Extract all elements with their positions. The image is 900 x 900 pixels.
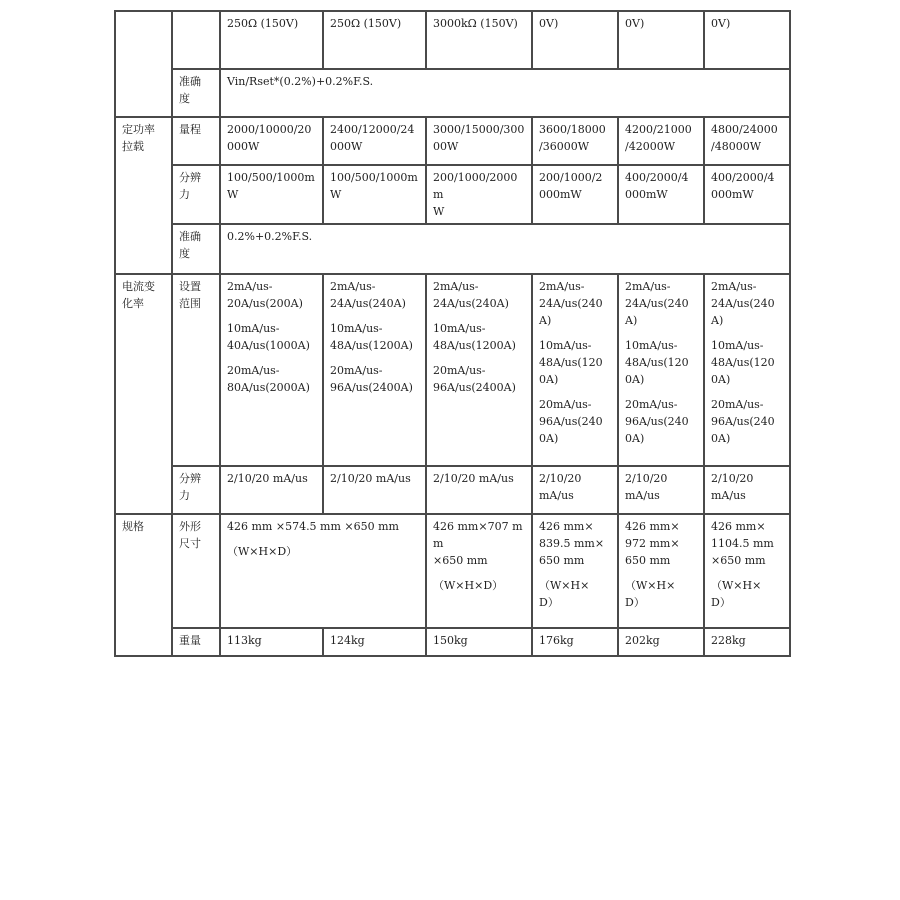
cell-line: 96A/us(240: [625, 415, 689, 428]
spec-dimensions-label: [172, 514, 220, 628]
cell-line: 2mA/us-: [433, 280, 479, 293]
cell-line: 20mA/us-: [625, 398, 678, 411]
spec-weight-cell: [323, 628, 426, 656]
label-line: 分辨: [179, 171, 201, 184]
cell-line: 24A/us(240A): [330, 297, 406, 310]
cell-line: 2mA/us-: [711, 280, 757, 293]
spec-weight-cell: [704, 628, 790, 656]
cell-line: 426 mm×707 mm: [433, 520, 523, 550]
resistance-range-cell: [532, 11, 618, 69]
cell-line: 48A/us(120: [539, 356, 603, 369]
cell-line: 20A/us(200A): [227, 297, 303, 310]
cp-group-label: [115, 117, 172, 274]
slew-group-label: [115, 274, 172, 514]
group-line: 电流变: [122, 280, 155, 293]
spacer: [227, 312, 316, 320]
cell-line: 228kg: [711, 634, 746, 647]
label-line: 量程: [179, 123, 201, 136]
cp-accuracy-value-cell: [220, 224, 790, 274]
spacer: [625, 388, 697, 396]
slew-range-cell: [426, 274, 532, 466]
spec-table: [114, 10, 791, 657]
cp-range-cell: [220, 117, 323, 165]
cell-line: 10mA/us-: [433, 322, 486, 335]
cell-line: 000W: [227, 140, 260, 153]
cell-line: 1104.5 mm: [711, 537, 774, 550]
resistance-accuracy-value-cell: [220, 69, 790, 117]
spacer: [227, 354, 316, 362]
cell-line: D）: [625, 596, 645, 609]
cell-line: W: [433, 205, 445, 218]
cell-line: 20mA/us-: [711, 398, 764, 411]
spacer: [330, 312, 419, 320]
label-line: 尺寸: [179, 537, 201, 550]
cell-line: 96A/us(240: [711, 415, 775, 428]
cell-line: 96A/us(2400A): [433, 381, 516, 394]
cell-line: 3000/15000/300: [433, 123, 525, 136]
spec-weight-cell: [532, 628, 618, 656]
spacer: [227, 535, 419, 543]
cell-line: 10mA/us-: [711, 339, 764, 352]
cell-line: W: [227, 188, 239, 201]
cell-line: D）: [539, 596, 559, 609]
spec-dimensions-cell: [704, 514, 790, 628]
cell-line: 48A/us(1200A): [330, 339, 413, 352]
cell-line: 972 mm×: [625, 537, 680, 550]
spacer: [625, 569, 697, 577]
label-line: 设置: [179, 280, 201, 293]
cell-line: 0A): [539, 373, 559, 386]
cell-line: A): [711, 314, 724, 327]
resistance-range-label-cell: [172, 11, 220, 69]
slew-resolution-cell: [220, 466, 323, 514]
slew-resolution-cell: [618, 466, 704, 514]
cell-line: D）: [711, 596, 731, 609]
cp-accuracy-value: 0.2%+0.2%F.S.: [227, 230, 313, 243]
cell-line: ×650 mm: [433, 554, 488, 567]
resistance-range-value: 0V): [711, 17, 731, 30]
cell-line: 10mA/us-: [227, 322, 280, 335]
cell-line: 426 mm×: [625, 520, 680, 533]
spec-dimensions-cell: [618, 514, 704, 628]
cell-line: 20mA/us-: [539, 398, 592, 411]
cell-line: 48A/us(120: [625, 356, 689, 369]
slew-resolution-cell: [323, 466, 426, 514]
resistance-range-cell: [704, 11, 790, 69]
slew-range-cell: [220, 274, 323, 466]
cell-line: 650 mm: [539, 554, 585, 567]
cell-line: A): [539, 314, 552, 327]
label-line: 重量: [179, 634, 201, 647]
cell-line: 2/10/20 mA/us: [433, 472, 514, 485]
cp-range-cell: [323, 117, 426, 165]
spacer: [433, 312, 525, 320]
cp-accuracy-label: [172, 224, 220, 274]
cell-line: 2mA/us-: [625, 280, 671, 293]
group-line: 规格: [122, 520, 144, 533]
cell-line: 00W: [433, 140, 459, 153]
cell-line: 2/10/20 mA/us: [330, 472, 411, 485]
cell-line: 0A): [625, 432, 645, 445]
resistance-range-cell: [323, 11, 426, 69]
spacer: [711, 329, 783, 337]
cell-line: 10mA/us-: [539, 339, 592, 352]
cell-line: 48A/us(120: [711, 356, 775, 369]
cell-line: 400/2000/4: [625, 171, 689, 184]
slew-range-row: [115, 274, 790, 466]
cp-accuracy-row: [115, 224, 790, 274]
cell-line: 400/2000/4: [711, 171, 775, 184]
spec-weight-cell: [220, 628, 323, 656]
cell-line: 4800/24000: [711, 123, 778, 136]
cell-line: A): [625, 314, 638, 327]
resistance-range-value: 250Ω (150V): [330, 17, 402, 30]
cell-line: 24A/us(240: [539, 297, 603, 310]
cell-line: 113kg: [227, 634, 262, 647]
label-line: 度: [179, 92, 190, 105]
group-line: 拉载: [122, 140, 144, 153]
cell-line: 24A/us(240A): [433, 297, 509, 310]
cell-line: W: [330, 188, 342, 201]
slew-range-label: [172, 274, 220, 466]
label-line: 分辨: [179, 472, 201, 485]
spacer: [711, 388, 783, 396]
cell-line: 96A/us(2400A): [330, 381, 413, 394]
cp-resolution-cell: [618, 165, 704, 224]
cell-line: 000mW: [539, 188, 582, 201]
cell-line: 176kg: [539, 634, 574, 647]
cell-line: 2/10/20: [711, 472, 754, 485]
cell-line: /48000W: [711, 140, 762, 153]
spacer: [330, 354, 419, 362]
cp-resolution-label: [172, 165, 220, 224]
label-line: 力: [179, 489, 190, 502]
cell-line: 2/10/20: [539, 472, 582, 485]
cp-resolution-cell: [426, 165, 532, 224]
cell-line: 0A): [625, 373, 645, 386]
spacer: [539, 329, 611, 337]
cell-line: mA/us: [711, 489, 746, 502]
cp-resolution-cell: [704, 165, 790, 224]
slew-range-cell: [618, 274, 704, 466]
slew-resolution-cell: [704, 466, 790, 514]
cp-resolution-cell: [532, 165, 618, 224]
cell-line: 000mW: [711, 188, 754, 201]
cell-line: 2mA/us-: [330, 280, 376, 293]
cell-line: 20mA/us-: [227, 364, 280, 377]
cell-line: 100/500/1000m: [330, 171, 418, 184]
resistance-range-cell: [618, 11, 704, 69]
cell-line: 426 mm ×574.5 mm ×650 mm: [227, 520, 399, 533]
slew-range-cell: [323, 274, 426, 466]
cell-line: 200/1000/2: [539, 171, 603, 184]
cell-line: 100/500/1000m: [227, 171, 315, 184]
spec-group-label: [115, 514, 172, 656]
slew-resolution-label: [172, 466, 220, 514]
cell-line: 3600/18000: [539, 123, 606, 136]
cp-range-cell: [618, 117, 704, 165]
resistance-accuracy-value: Vin/Rset*(0.2%)+0.2%F.S.: [227, 75, 374, 88]
cell-line: /36000W: [539, 140, 590, 153]
cell-line: 124kg: [330, 634, 365, 647]
cp-range-cell: [532, 117, 618, 165]
cell-line: mA/us: [625, 489, 660, 502]
label-line: 范围: [179, 297, 201, 310]
label-line: 准确: [179, 75, 201, 88]
cell-line: 96A/us(240: [539, 415, 603, 428]
cell-line: 426 mm×: [539, 520, 594, 533]
cp-range-cell: [704, 117, 790, 165]
cell-line: 2mA/us-: [227, 280, 273, 293]
cell-line: 20mA/us-: [433, 364, 486, 377]
label-line: 准确: [179, 230, 201, 243]
cell-line: 000mW: [625, 188, 668, 201]
spacer: [539, 569, 611, 577]
spec-dimensions-row: [115, 514, 790, 628]
cell-line: 200/1000/2000m: [433, 171, 518, 201]
spacer: [711, 569, 783, 577]
spacer: [539, 388, 611, 396]
group-line: 定功率: [122, 123, 155, 136]
resistance-range-row: [115, 11, 790, 69]
cell-line: 24A/us(240: [711, 297, 775, 310]
cell-line: 2mA/us-: [539, 280, 585, 293]
cell-line: 2/10/20: [625, 472, 668, 485]
cell-line: 10mA/us-: [625, 339, 678, 352]
slew-range-cell: [704, 274, 790, 466]
cp-resolution-cell: [323, 165, 426, 224]
cp-resolution-cell: [220, 165, 323, 224]
cell-line: 4200/21000: [625, 123, 692, 136]
spacer: [433, 354, 525, 362]
cp-range-label: [172, 117, 220, 165]
spacer: [433, 569, 525, 577]
slew-resolution-row: [115, 466, 790, 514]
spacer: [625, 329, 697, 337]
cell-line: 48A/us(1200A): [433, 339, 516, 352]
cell-line: 20mA/us-: [330, 364, 383, 377]
cell-line: 0A): [711, 373, 731, 386]
cell-line: 650 mm: [625, 554, 671, 567]
cell-line: （W×H×: [711, 579, 762, 592]
resistance-range-value: 0V): [539, 17, 559, 30]
cell-line: 40A/us(1000A): [227, 339, 310, 352]
cell-line: 2/10/20 mA/us: [227, 472, 308, 485]
resistance-range-cell: [426, 11, 532, 69]
resistance-accuracy-label: [172, 69, 220, 117]
resistance-range-value: 0V): [625, 17, 645, 30]
slew-resolution-cell: [426, 466, 532, 514]
cell-line: 0A): [539, 432, 559, 445]
resistance-accuracy-row: [115, 69, 790, 117]
slew-range-cell: [532, 274, 618, 466]
spec-weight-cell: [618, 628, 704, 656]
slew-resolution-cell: [532, 466, 618, 514]
cell-line: （W×H×: [539, 579, 590, 592]
cell-line: mA/us: [539, 489, 574, 502]
cell-line: /42000W: [625, 140, 676, 153]
resistance-range-value: 250Ω (150V): [227, 17, 299, 30]
resistance-range-value: 3000kΩ (150V): [433, 17, 518, 30]
spec-weight-label: [172, 628, 220, 656]
spec-dimensions-cell: [220, 514, 426, 628]
cell-line: （W×H×D）: [433, 579, 504, 592]
cell-line: 000W: [330, 140, 363, 153]
resistance-group-cell: [115, 11, 172, 117]
cell-line: 202kg: [625, 634, 660, 647]
cell-line: 839.5 mm×: [539, 537, 605, 550]
cell-line: 10mA/us-: [330, 322, 383, 335]
cp-resolution-row: [115, 165, 790, 224]
cell-line: 2400/12000/24: [330, 123, 415, 136]
cell-line: 426 mm×: [711, 520, 766, 533]
cell-line: 24A/us(240: [625, 297, 689, 310]
cp-range-row: [115, 117, 790, 165]
cell-line: （W×H×D）: [227, 545, 298, 558]
cell-line: 80A/us(2000A): [227, 381, 310, 394]
spec-weight-row: [115, 628, 790, 656]
cell-line: （W×H×: [625, 579, 676, 592]
label-line: 力: [179, 188, 190, 201]
cp-range-cell: [426, 117, 532, 165]
spec-weight-cell: [426, 628, 532, 656]
label-line: 外形: [179, 520, 201, 533]
cell-line: 2000/10000/20: [227, 123, 312, 136]
resistance-range-cell: [220, 11, 323, 69]
label-line: 度: [179, 247, 190, 260]
cell-line: 0A): [711, 432, 731, 445]
spec-dimensions-cell: [426, 514, 532, 628]
cell-line: ×650 mm: [711, 554, 766, 567]
spec-dimensions-cell: [532, 514, 618, 628]
cell-line: 150kg: [433, 634, 468, 647]
group-line: 化率: [122, 297, 144, 310]
